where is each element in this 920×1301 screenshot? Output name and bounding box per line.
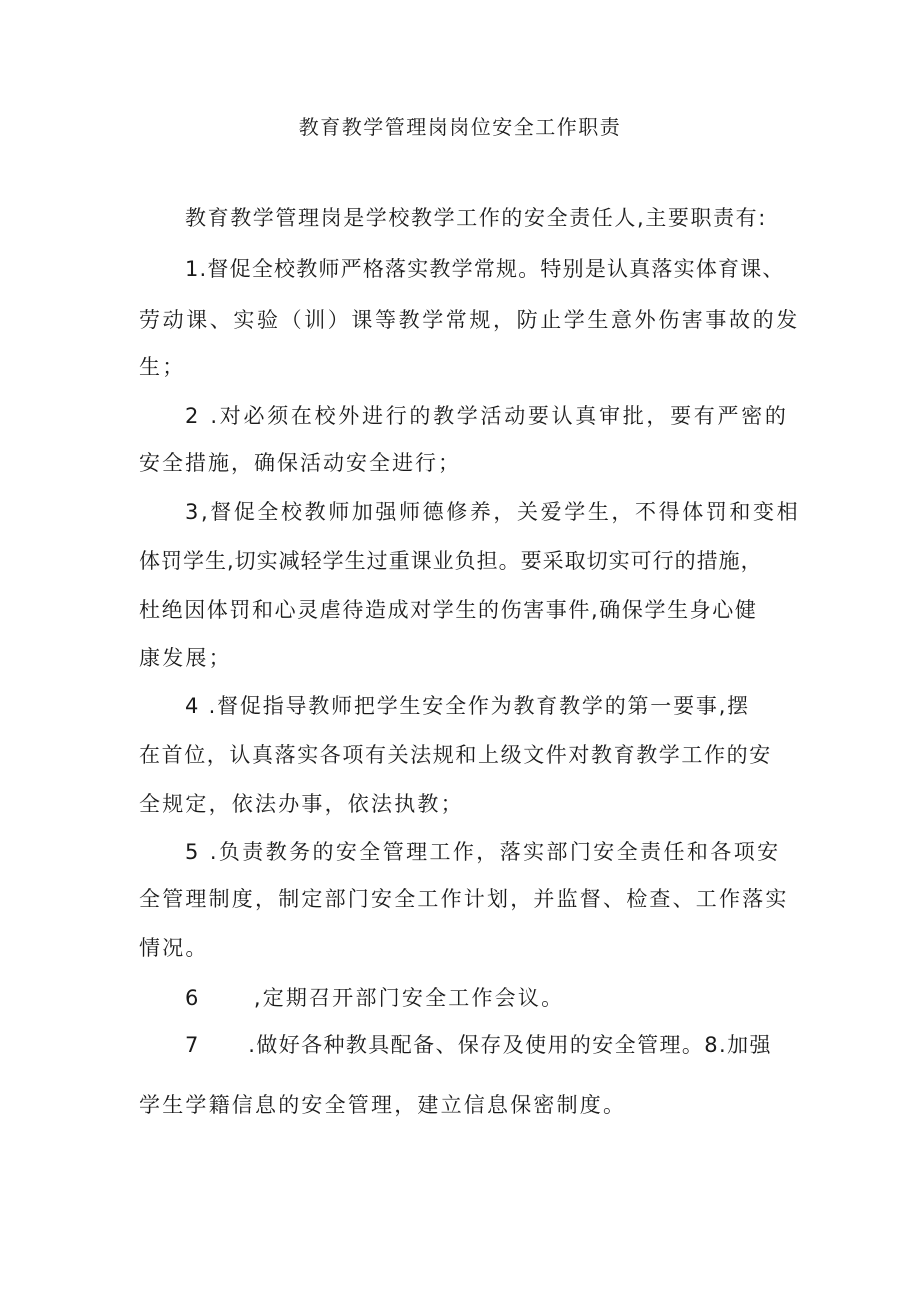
- item-5-line-2: 全管理制度，制定部门安全工作计划，并监督、检查、工作落实: [139, 887, 789, 911]
- item-7-line: 7 .做好各种教具配备、保存及使用的安全管理。8.加强: [185, 1033, 772, 1057]
- item-1-line-3: 生；: [139, 355, 186, 379]
- item-1-line-2: 劳动课、实验（训）课等教学常规，防止学生意外伤害事故的发: [139, 308, 800, 332]
- item-2-line-1: 2 .对必须在校外进行的教学活动要认真审批，要有严密的: [185, 404, 789, 428]
- item-4-line-3: 全规定，依法办事，依法执教；: [139, 792, 464, 816]
- item-6-line: 6 ,定期召开部门安全工作会议。: [185, 986, 565, 1010]
- item-5-line-1: 5 .负责教务的安全管理工作，落实部门安全责任和各项安: [185, 840, 781, 864]
- item-2-line-2: 安全措施，确保活动安全进行；: [139, 451, 461, 475]
- item-3-line-4: 康发展；: [139, 646, 232, 670]
- document-title: 教育教学管理岗岗位安全工作职责: [298, 115, 622, 139]
- intro-line: 教育教学管理岗是学校教学工作的安全责任人,主要职责有:: [185, 206, 767, 230]
- item-4-line-2: 在首位，认真落实各项有关法规和上级文件对教育教学工作的安: [139, 743, 772, 767]
- item-3-line-2: 体罚学生,切实减轻学生过重课业负担。要采取切实可行的措施，: [139, 549, 763, 573]
- item-5-line-3: 情况。: [139, 936, 209, 960]
- item-8-line: 学生学籍信息的安全管理，建立信息保密制度。: [139, 1093, 627, 1117]
- item-1-line-1: 1.督促全校教师严格落实教学常规。特别是认真落实体育课、: [185, 257, 785, 281]
- item-3-line-1: 3,督促全校教师加强师德修养，关爱学生，不得体罚和变相: [185, 500, 801, 524]
- item-4-line-1: 4 .督促指导教师把学生安全作为教育教学的第一要事,摆: [185, 694, 750, 718]
- item-3-line-3: 杜绝因体罚和心灵虐待造成对学生的伤害事件,确保学生身心健: [139, 598, 758, 622]
